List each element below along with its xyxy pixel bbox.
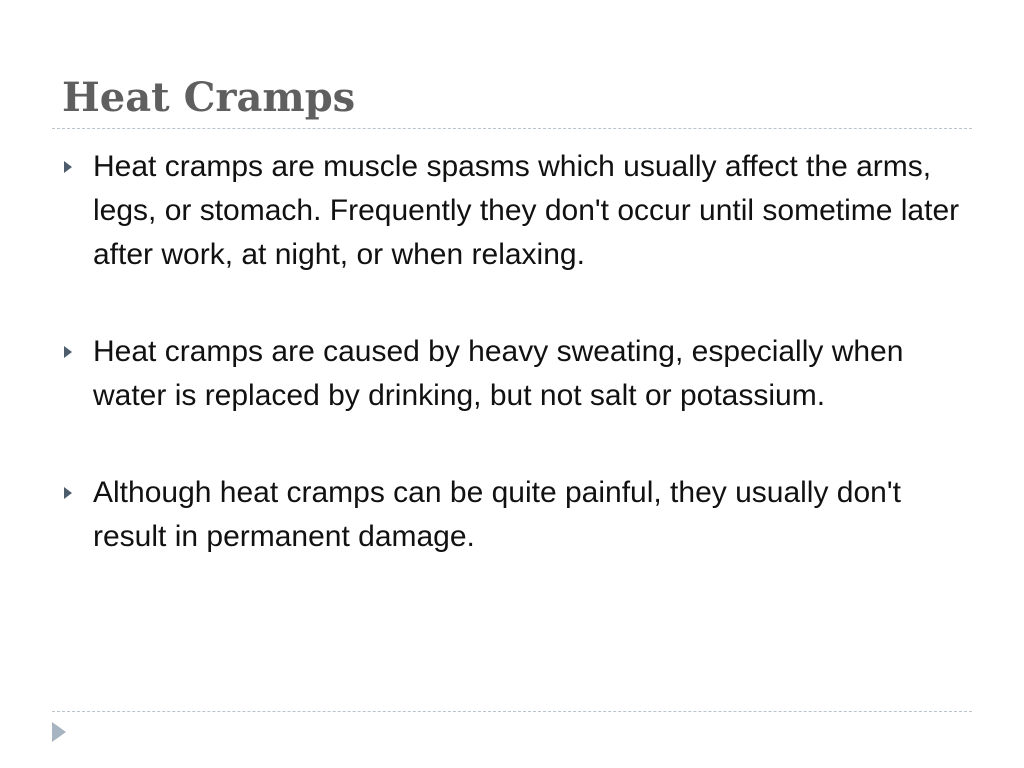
bullet-list bbox=[60, 145, 960, 612]
bullet-text: Heat cramps are caused by heavy sweating, especially when water is replaced by drinking, but not salt or potassium. bbox=[93, 335, 904, 412]
bullet-text: Heat cramps are muscle spasms which usually affect the arms, legs, or stomach. Frequently they don't occur until sometime later after work, at night, or when relaxing. bbox=[93, 150, 960, 271]
slide-title: Heat Cramps bbox=[62, 74, 356, 121]
bullet-item bbox=[60, 471, 960, 559]
triangle-bullet-icon bbox=[64, 346, 72, 358]
bullet-item bbox=[60, 145, 960, 277]
triangle-bullet-icon bbox=[64, 161, 72, 173]
bullet-item bbox=[60, 330, 960, 418]
title-divider bbox=[52, 128, 972, 129]
footer-divider bbox=[52, 711, 972, 712]
play-triangle-icon[interactable] bbox=[52, 722, 66, 742]
bullet-text: Although heat cramps can be quite painful, they usually don't result in permanent damage. bbox=[93, 476, 901, 553]
triangle-bullet-icon bbox=[64, 487, 72, 499]
